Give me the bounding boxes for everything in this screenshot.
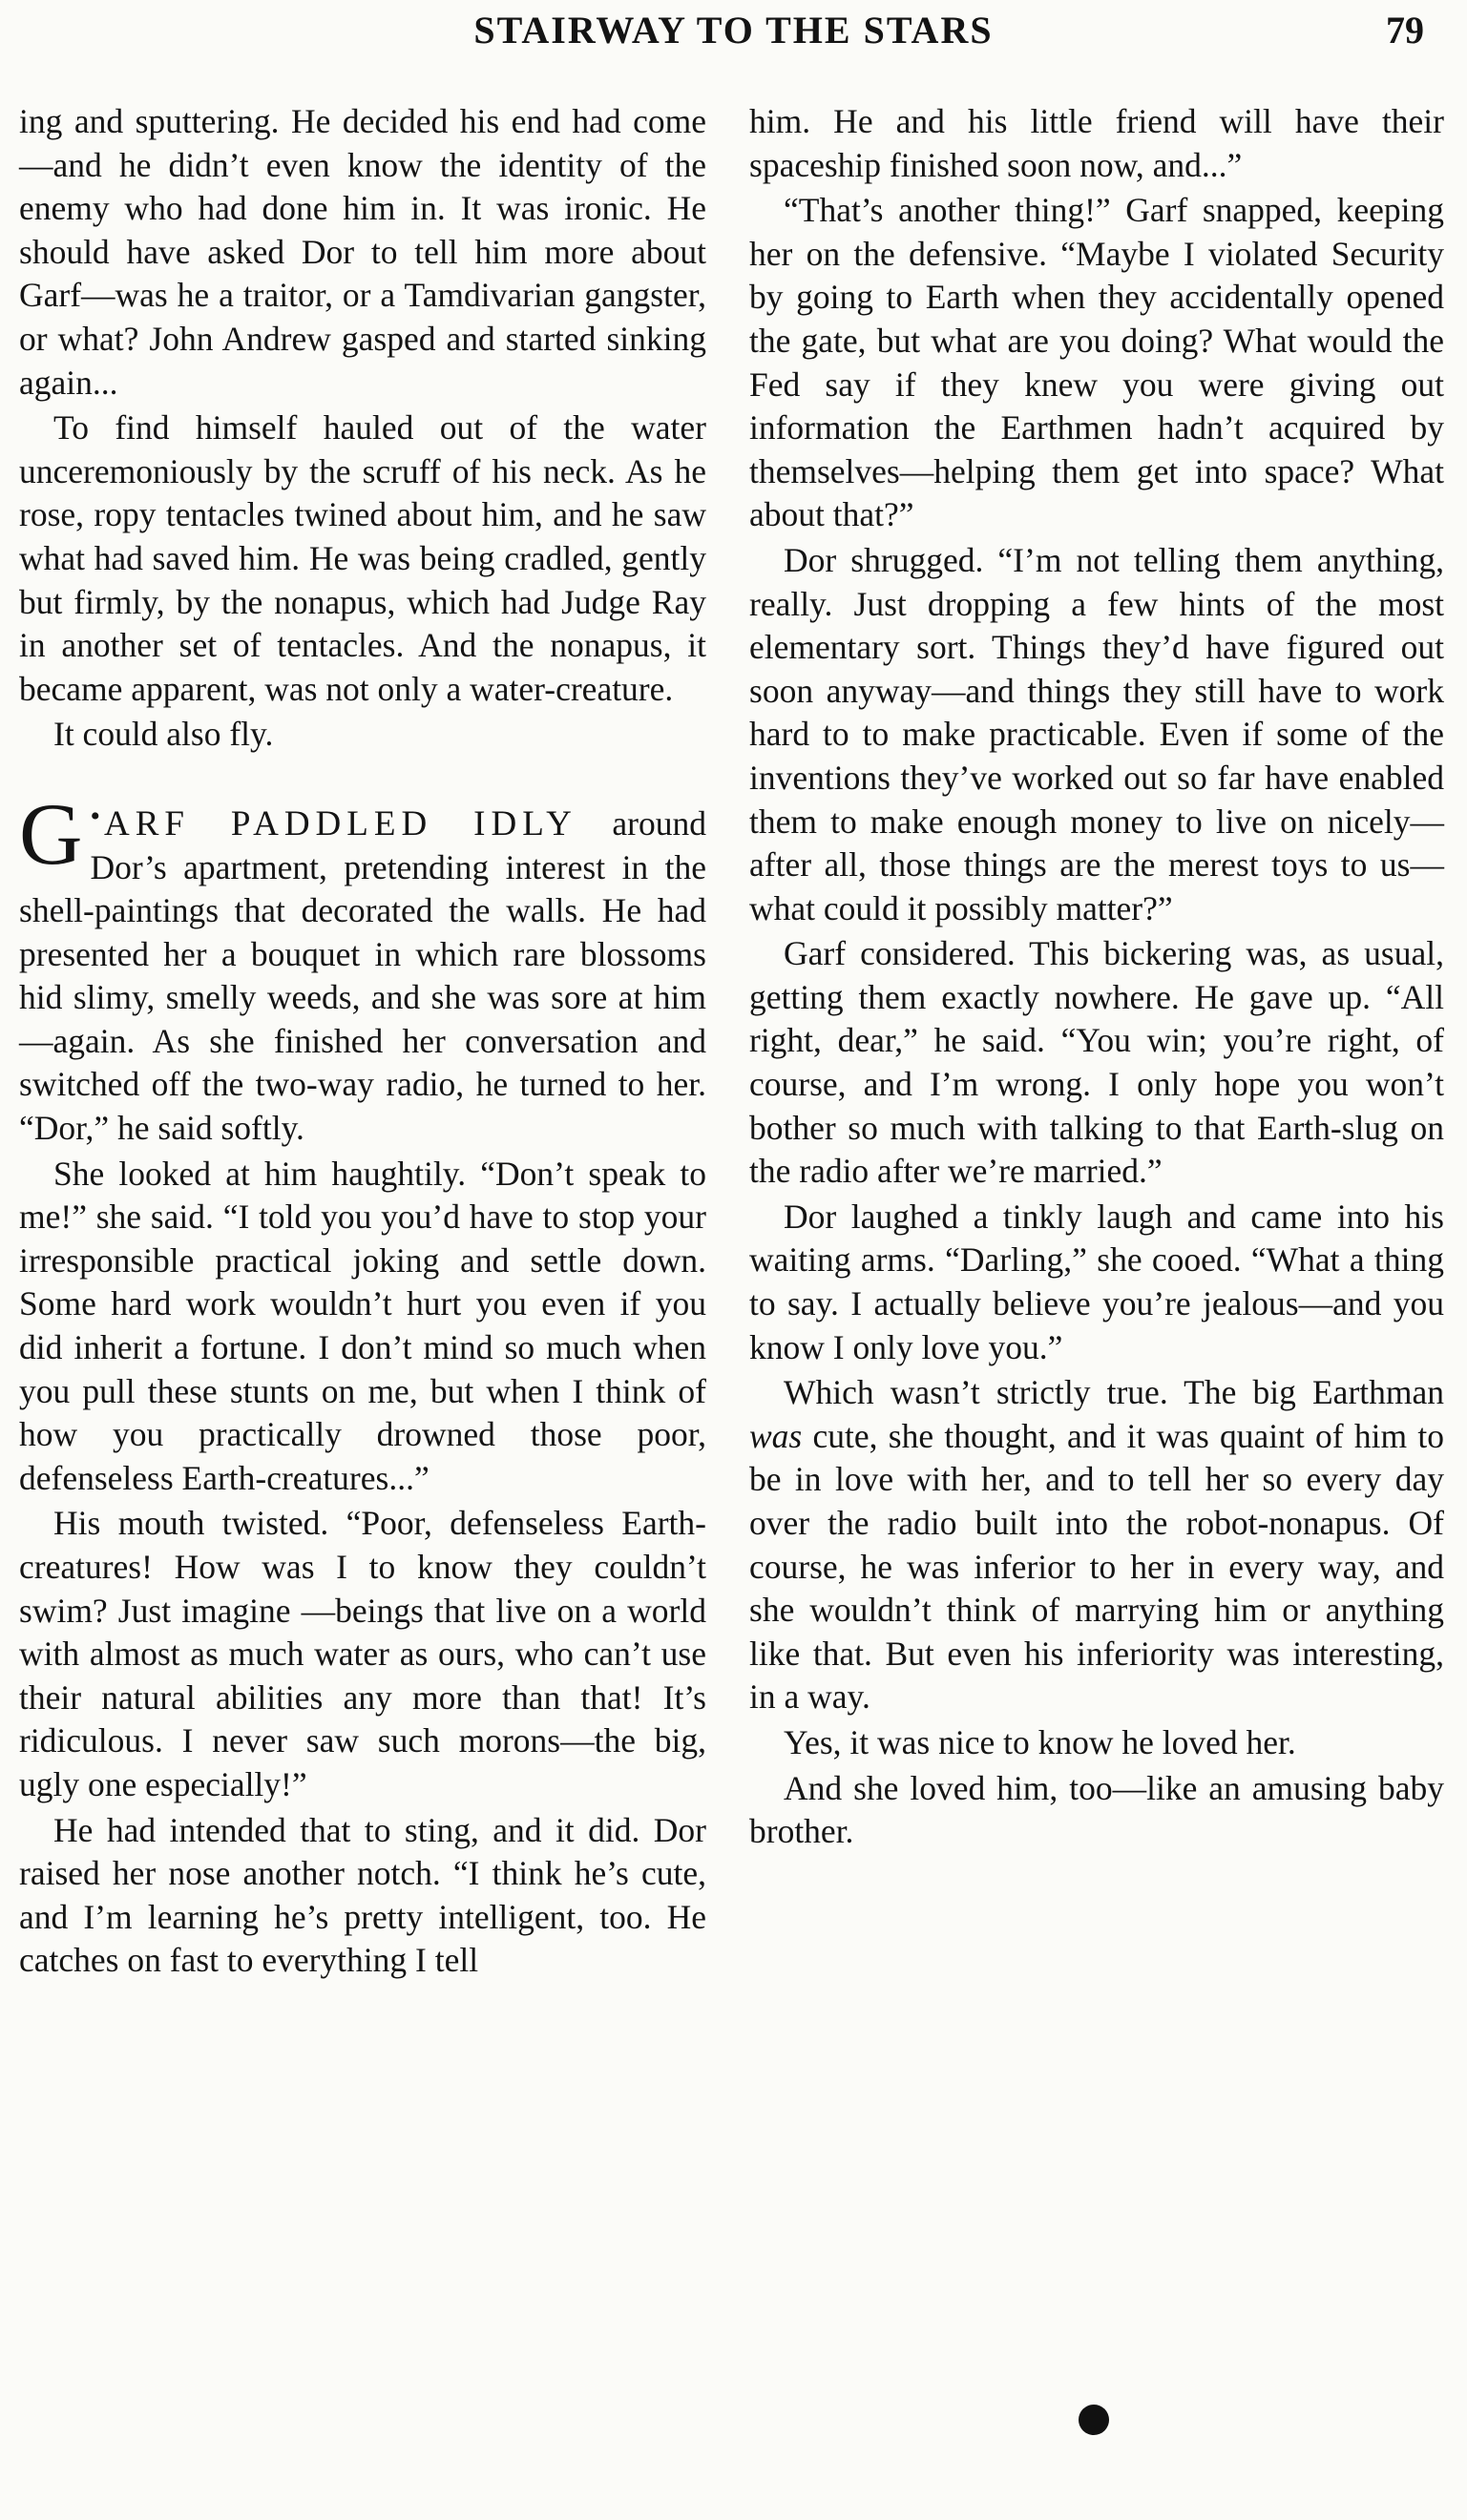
paragraph: him. He and his little friend will have their spaceship finished soon now, and...” <box>749 102 1444 184</box>
paragraph-text: cute, she thought, and it was quaint of him to be in love with her, and to tell her so every day over the radio built into the robot-nonapus. Of course, he was inferior to her in every way, and she wouldn’t think of marrying him or anything like that. But even his inferiority was interesting, in a way. <box>749 1416 1444 1717</box>
section-lead-in: ARF PADDLED IDLY <box>103 803 577 843</box>
story-end-mark <box>1079 2405 1109 2435</box>
page-number: 79 <box>1386 9 1424 52</box>
paragraph: And she loved him, too—like an amusing baby brother. <box>749 1768 1444 1851</box>
paragraph: To find himself hauled out of the water unceremoniously by the scruff of his neck. As he rose, ropy tentacles twined about him, and he saw what had saved him. He was being cradled, gently but firmly, by the nonapus, which had Judge Ray in another set of tentacles. And the nonapus, it became apparent, was not only a water-creature. <box>19 408 706 708</box>
paragraph: It could also fly. <box>53 715 274 754</box>
drop-cap: G <box>19 784 83 883</box>
running-title: STAIRWAY TO THE STARS <box>473 9 994 52</box>
paragraph: Dor shrugged. “I’m not telling them anything, really. Just dropping a few hints of the most elementary sort. Things they’d have figured out soon anyway—and things they still have to work hard to to make practicable. Even if some of the inventions they’ve worked out so far have enabled them to make enough money to live on nicely—after all, those things are the merest toys to us—what could it possibly matter?” <box>749 540 1444 927</box>
section-opening-paragraph <box>19 784 706 1151</box>
left-column <box>19 100 706 1985</box>
paragraph: ing and sputtering. He decided his end had come—and he didn’t even know the identity of the enemy who had done him in. It was ironic. He should have asked Dor to tell him more about Garf—was he a traitor, or a Tamdivarian gangster, or what? John Andrew gasped and started sinking again... <box>19 102 706 402</box>
paragraph: He had intended that to sting, and it did. Dor raised her nose another notch. “I think he’s cute, and I’m learning he’s pretty intelligent, too. He catches on fast to everything I tell <box>19 1810 706 1980</box>
paragraph: Yes, it was nice to know he loved her. <box>784 1722 1296 1761</box>
section-bullet: • <box>90 800 100 832</box>
paragraph: Dor laughed a tinkly laugh and came into his waiting arms. “Darling,” she cooed. “What a thing to say. I actually believe you’re jealous—and you know I only love you.” <box>749 1197 1444 1366</box>
paragraph: She looked at him haughtily. “Don’t speak to me!” she said. “I told you you’d have to stop your irresponsible practical joking and settle down. Some hard work wouldn’t hurt you even if you did inherit a fortune. I don’t mind so much when you pull these stunts on me, but when I think of how you practically drowned those poor, defenseless Earth-creatures...” <box>19 1154 706 1497</box>
paragraph: Garf considered. This bickering was, as usual, getting them exactly nowhere. He gave up. “All right, dear,” he said. “You win; you’re right, of course, and I’m wrong. I only hope you won’t bother so much with talking to that Earth-slug on the radio after we’re married.” <box>749 934 1444 1191</box>
paragraph: “That’s another thing!” Garf snapped, keeping her on the defensive. “Maybe I violated Security by going to Earth when they accidentally opened the gate, but what are you doing? What would the Fed say if they knew you were giving out information the Earthmen hadn’t acquired by themselves—helping them get into space? What about that?” <box>749 191 1444 534</box>
right-column <box>749 100 1444 1856</box>
emphasis: was <box>749 1416 803 1455</box>
paragraph <box>749 1371 1444 1719</box>
page-header <box>0 8 1467 65</box>
paragraph: His mouth twisted. “Poor, defenseless Earth-creatures! How was I to know they couldn’t swim? Just imagine —beings that live on a world with almost as much water as ours, who can’t use their natural abilities any more than that! It’s ridiculous. I never saw such morons—the big, ugly one especially!” <box>19 1504 706 1803</box>
paragraph-text: around Dor’s apartment, pretending interest in the shell-paintings that decorated the walls. He had presented her a bouquet in which rare blossoms hid slimy, smelly weeds, and she was sore at him—again. As she finished her conversation and switched off the two-way radio, he turned to her. “Dor,” he said softly. <box>19 803 706 1148</box>
paragraph-text: Which wasn’t strictly true. The big Earthman <box>784 1373 1444 1412</box>
